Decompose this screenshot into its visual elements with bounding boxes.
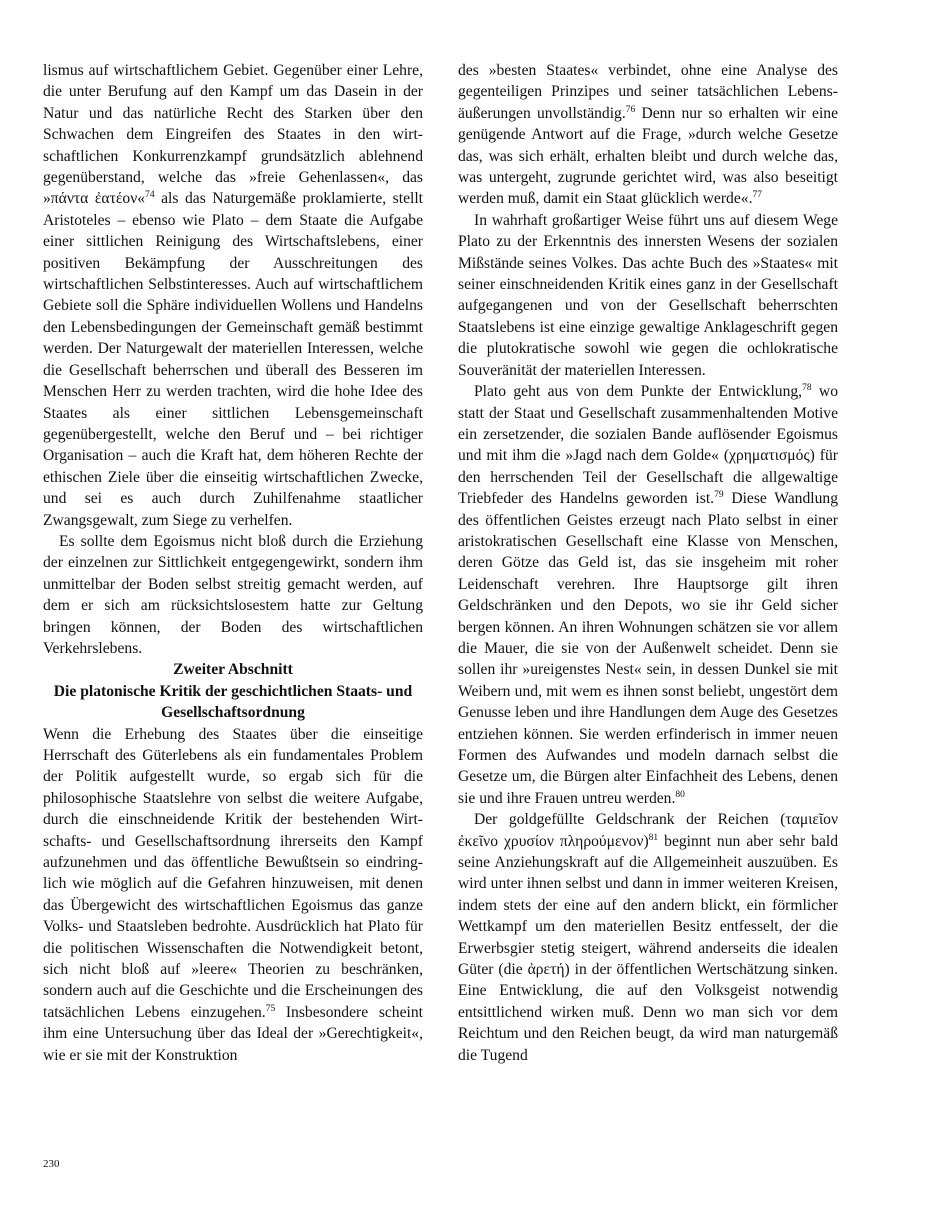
footnote-ref[interactable]: 79: [714, 489, 724, 500]
paragraph: Es sollte dem Egoismus nicht bloß durch die Erziehung der einzelnen zur Sittlichkeit entgegengewirkt, sondern ihm unmittelbar der Boden selbst streitig gemacht werden, auf dem er sich am rücksichtslosestem hatte zur Geltung bringen können, der Boden des wirtschaftlichen Verkehrslebens.: [43, 532, 423, 657]
paragraph: In wahrhaft großartiger Weise führt uns auf diesem Wege Plato zu der Erkenntnis des innersten Wesens der sozialen Mißstände seines Volkes. Das achte Buch des »Staates« mit seiner einschneidenden Kritik eines ganz in der Gesellschaft aufgegangenen und von der Gesellschaft beherrschten Staatslebens ist eine einzige gewaltige Anklageschrift gegen die plutokratische sowohl wie gegen die ochlokratische Souveränität der materiellen Interessen.: [458, 211, 838, 379]
page-number: 230: [43, 1158, 60, 1170]
left-column: [43, 60, 423, 1066]
footnote-ref[interactable]: 77: [752, 190, 762, 201]
paragraph: des »besten Staates« verbindet, ohne eine Analyse des gegenteiligen Prinzipes und seiner tatsächlichen Lebensäußerungen unvollständig.$^{76}$ Denn nur so erhalten wir eine genügende Antwort auf die Frage, »durch welche Gesetze das, was sich erhält, erhalten bleibt und durch welche das, was untergeht, zugrunde gerichtet wird, was also beseitigt werden muß, damit ein Staat glücklich werde«.$^{77}$: [458, 62, 839, 208]
footnote-ref[interactable]: 81: [648, 832, 659, 843]
footnote-ref[interactable]: 80: [675, 789, 685, 800]
paragraph: Wenn die Erhebung des Staates über die einseitige Herrschaft des Güterlebens als ein fundamentales Problem der Politik aufgestellt wurde, so ergab sich für die philosophische Staatslehre von selbst die weitere Aufgabe, durch die einschneidende Kritik der bestehenden Wirtschafts- und Gesellschaftsordnung ihrerseits den Kampf aufzunehmen und das öffentliche Bewußtsein so eindringlich wie möglich auf die Gefahren hinzuweisen, mit denen das Übergewicht des wirtschaftlichen Egoismus das ganze Volks- und Staatsleben bedrohte. Ausdrücklich hat Plato für die politischen Wissenschaften die Notwendigkeit betont, sich nicht bloß auf »leere« Theorien zu beschränken, sondern auch auf die Geschichte und die Erscheinungen des tatsächlichen Lebens einzugehen.$^{75}$ Insbesondere scheint ihm eine Untersuchung über das Ideal der »Gerechtigkeit«, wie er sie mit der Konstruktion: [43, 725, 423, 1064]
chapter-title: Die platonische Kritik der geschichtlichen Staats- und Gesellschaftsordnung: [53, 682, 413, 722]
right-column: [458, 60, 838, 1066]
paragraph: Plato geht aus von dem Punkte der Entwicklung,$^{78}$ wo statt der Staat und Gesellschaft zusammenhaltenden Motive ein zersetzender, die sozialen Bande auflösender Egoismus und mit ihm die »Jagd nach dem Golde« (χρηματισμός) für den herrschenden Teil der Gesellschaft die allgewaltige Triebfeder des Handelns geworden ist.$^{79}$ Diese Wandlung des öffentlichen Geistes erzeugt nach Plato selbst in einer aristokratischen Gesellschaft eine Klasse von Menschen, deren Götze das Geld ist, das sie insgeheim mit roher Leidenschaft verehren. Ihre Hauptsorge gilt ihren Geldschränken und den Depots, wo sie ihr Geld sicher bergen können. An ihren Wohnungen schätzen sie vor allem die Mauer, die sie von der Außenwelt scheidet. Denn sie sollen ihr »ureigenstes Nest« sein, in dessen Dunkel sie mit Weibern und, mit wem es ihnen sonst beliebt, ungestört dem Genusse leben und ihre Handlungen dem Auge des Gesetzes entziehen können. Sie werden erfinderisch in immer neuen Formen des Aufwandes und modeln darnach selbst die Gesetze um, die Bürgen alter Einfachheit des Lebens, denen sie und ihre Frauen untreu werden.$^{80}$: [458, 382, 838, 807]
paragraph: lismus auf wirtschaftlichem Gebiet. Gegenüber einer Lehre, die unter Berufung auf den Kampf um das Dasein in der Natur und das natürliche Recht des Starken über den Schwachen dem Eingreifen des Staates in den wirtschaftlichen Konkurrenzkampf grundsätzlich ablehnend gegenüberstand, welche das »freie Gehenlassen«, das »πάντα ἐατέον«$^{74}$ als das Naturgemäße proklamierte, stellt Aristoteles – ebenso wie Plato – dem Staate die Aufgabe einer sittlichen Reinigung des Wirtschaftslebens, einer positiven Bekämpfung der Ausschreitungen des wirtschaftlichen Selbstinteresses. Auch auf wirtschaftlichem Gebiete soll die Sphäre individuellen Wollens und Handelns den Lebensbedingungen der Gemeinschaft gemäß bestimmt werden. Der Naturgewalt der materiellen Interessen, welche die Gesellschaft beherrschen und überall des Besseren im Menschen Herr zu werden trachten, wird die hohe Idee des Staates als einer sittlichen Lebensgemeinschaft gegenübergestellt, welche den Beruf und – bei richtiger Organisation – auch die Kraft hat, dem höheren Rechte der ethischen Ziele über die einseitig wirtschaftlichen Zwecke, und sei es auch durch Zuhilfenahme staatlicher Zwangsgewalt, zum Siege zu verhelfen.: [43, 62, 423, 529]
footnote-ref[interactable]: 76: [625, 104, 636, 115]
paragraph: Der goldgefüllte Geldschrank der Reichen (ταμιεῖον ἐκεῖνο χρυσίον πληρούμενον)$^{81}$ beginnt nun aber sehr bald seine Anziehungskraft auf die Allgemeinheit auszuüben. Es wird unter ihnen selbst und dann in immer weiteren Kreisen, indem stets der eine auf den andern blickt, ein förmlicher Wettkampf um den materiellen Besitz entfesselt, der die Erwerbsgier stetig steigert, während anderseits die idealen Güter (die ἀρετή) in der öffentlichen Wertschätzung sinken. Eine Entwicklung, die auf den Volksgeist notwendig entsittlichend wirken muß. Denn wo man sich vor dem Reichtum und den Reichen beugt, da wird man naturgemäß die Tugend: [458, 811, 838, 1064]
footnote-ref[interactable]: 74: [145, 190, 155, 201]
footnote-ref[interactable]: 78: [802, 382, 812, 393]
section-title: Zweiter Abschnitt: [173, 661, 293, 679]
footnote-ref[interactable]: 75: [265, 1003, 276, 1014]
